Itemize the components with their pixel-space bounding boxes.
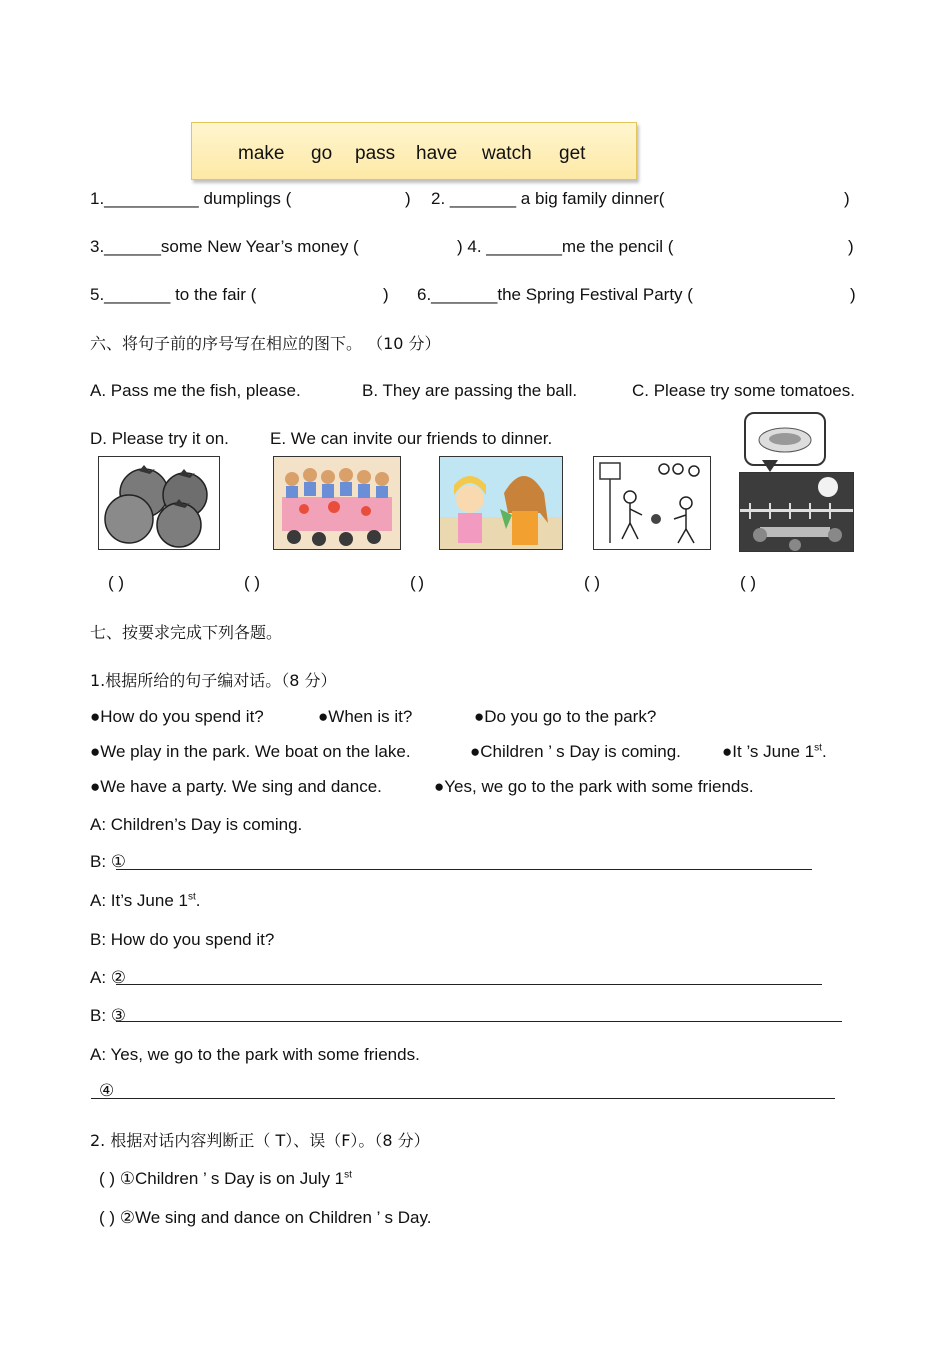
answer-blank-4[interactable]: ( ) bbox=[584, 573, 601, 592]
dialogue-line-2-label: B: ① bbox=[90, 852, 127, 871]
answer-line-2[interactable] bbox=[116, 984, 822, 985]
dialogue-line-6-label: B: ③ bbox=[90, 1006, 127, 1025]
fill-item-1: 1.__________ dumplings ( bbox=[90, 189, 292, 208]
fill-item-1-close: ) bbox=[405, 189, 411, 208]
sentence-d: D. Please try it on. bbox=[90, 429, 229, 448]
picture-family-dinner bbox=[273, 456, 401, 550]
bullet-yes-park: ●Yes, we go to the park with some friends. bbox=[434, 777, 754, 796]
sentence-c: C. Please try some tomatoes. bbox=[632, 381, 855, 400]
dialogue-line-5-label: A: ② bbox=[90, 968, 127, 987]
bullet-play-park: ●We play in the park. We boat on the lake. bbox=[90, 742, 411, 761]
picture-tomatoes bbox=[98, 456, 220, 550]
word-have: have bbox=[416, 143, 458, 164]
sentence-e: E. We can invite our friends to dinner. bbox=[270, 429, 553, 448]
sentence-a: A. Pass me the fish, please. bbox=[90, 381, 301, 400]
bullet-when: ●When is it? bbox=[318, 707, 413, 726]
fill-item-4-close: ) bbox=[848, 237, 854, 256]
picture-passing-ball bbox=[593, 456, 711, 550]
dialogue-line-8-label: ④ bbox=[99, 1081, 115, 1100]
fill-item-5: 5._______ to the fair ( bbox=[90, 285, 257, 304]
bullet-how-spend: ●How do you spend it? bbox=[90, 707, 264, 726]
fill-item-2-close: ) bbox=[844, 189, 850, 208]
section-6-title: 六、将句子前的序号写在相应的图下。 （10 分） bbox=[90, 334, 441, 353]
answer-line-1[interactable] bbox=[116, 869, 812, 870]
dialogue-line-4: B: How do you spend it? bbox=[90, 930, 275, 949]
judge-item-2: ( ) ②We sing and dance on Children ’ s Day. bbox=[99, 1208, 432, 1227]
question-2-title: 2. 根据对话内容判断正（ T）、误（F）。（8 分） bbox=[90, 1131, 430, 1150]
fill-item-6-close: ) bbox=[850, 285, 856, 304]
speech-bubble-fish bbox=[744, 412, 826, 466]
answer-blank-2[interactable]: ( ) bbox=[244, 573, 261, 592]
bullet-june-first: ●It ’s June 1st. bbox=[722, 742, 827, 761]
word-get: get bbox=[559, 143, 586, 164]
speech-bubble-tail bbox=[762, 460, 778, 472]
bullet-childrens-day: ●Children ’ s Day is coming. bbox=[470, 742, 681, 761]
word-pass: pass bbox=[355, 143, 396, 164]
picture-dinner-party bbox=[739, 472, 854, 552]
fill-item-4: ) 4. ________me the pencil ( bbox=[457, 237, 674, 256]
answer-line-4[interactable] bbox=[91, 1098, 835, 1099]
answer-line-3[interactable] bbox=[116, 1021, 842, 1022]
fill-item-2: 2. _______ a big family dinner( bbox=[431, 189, 665, 208]
bullet-go-park: ●Do you go to the park? bbox=[474, 707, 657, 726]
question-1-title: 1.根据所给的句子编对话。（8 分） bbox=[90, 671, 337, 690]
answer-blank-1[interactable]: ( ) bbox=[108, 573, 125, 592]
fill-item-5-close: ) bbox=[383, 285, 389, 304]
word-go: go bbox=[311, 143, 333, 164]
picture-try-it-on bbox=[439, 456, 563, 550]
dialogue-line-3: A: It’s June 1st. bbox=[90, 891, 201, 910]
word-bank-box bbox=[191, 122, 637, 180]
answer-blank-5[interactable]: ( ) bbox=[740, 573, 757, 592]
sentence-b: B. They are passing the ball. bbox=[362, 381, 578, 400]
dialogue-line-1: A: Children’s Day is coming. bbox=[90, 815, 303, 834]
answer-blank-3[interactable]: ( ) bbox=[410, 573, 424, 592]
bullet-party: ●We have a party. We sing and dance. bbox=[90, 777, 382, 796]
fill-item-3: 3.______some New Year’s money ( bbox=[90, 237, 359, 256]
dialogue-line-7: A: Yes, we go to the park with some friends. bbox=[90, 1045, 420, 1064]
word-watch: watch bbox=[482, 143, 532, 164]
fill-item-6: 6._______the Spring Festival Party ( bbox=[417, 285, 693, 304]
judge-item-1: ( ) ①Children ’ s Day is on July 1st bbox=[99, 1169, 352, 1188]
word-make: make bbox=[238, 143, 285, 164]
section-7-title: 七、按要求完成下列各题。 bbox=[90, 623, 283, 642]
